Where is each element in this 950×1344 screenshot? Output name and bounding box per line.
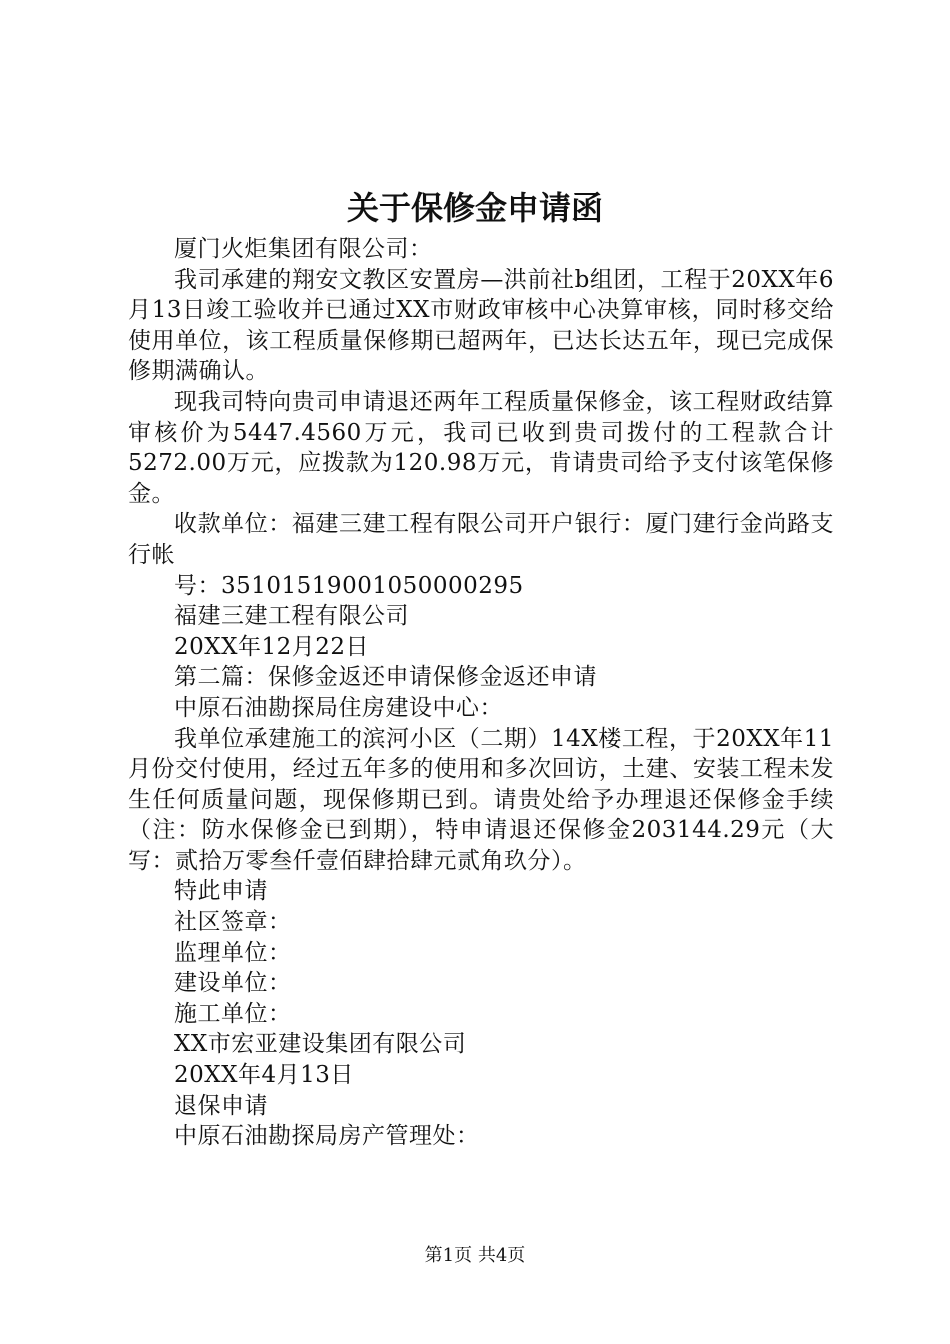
section-heading-third: 退保申请 [174, 1092, 268, 1119]
signature-date: 20XX年12月22日 [174, 633, 370, 660]
salutation-third: 中原石油勘探局房产管理处： [174, 1123, 480, 1150]
label-supervision-unit: 监理单位： [174, 939, 292, 966]
salutation: 厦门火炬集团有限公司： [174, 236, 433, 262]
label-community-seal: 社区签章： [174, 909, 292, 936]
paragraph-bank-info: 收款单位：福建三建工程有限公司开户银行：厦门建行金尚路支行帐 [128, 511, 834, 568]
label-contractor: 施工单位： [174, 1000, 292, 1027]
label-construction-owner: 建设单位： [174, 970, 292, 997]
section-heading-second: 第二篇：保修金返还申请保修金返还申请 [174, 664, 597, 691]
signature-company-second: XX市宏亚建设集团有限公司 [174, 1031, 467, 1058]
signature-company: 福建三建工程有限公司 [174, 603, 409, 630]
paragraph-refund-request: 现我司特向贵司申请退还两年工程质量保修金，该工程财政结算审核价为5447.4560万元，我司已收到贵司拨付的工程款合计5272.00万元，应拨款为120.98万元，肯请贵司给予支付该笔保修金。 [128, 388, 834, 507]
page-footer: 第1页 共4页 [424, 1245, 526, 1266]
paragraph-second-request: 我单位承建施工的滨河小区（二期）14X楼工程，于20XX年11月份交付使用，经过五年多的使用和多次回访，土建、安装工程未发生任何质量问题，现保修期已到。请贵处给予办理退还保修金手续（注：防水保修金已到期），特申请退还保修金203144.29元（大写：贰拾万零叁仟壹佰肆拾肆元贰角玖分）。 [128, 725, 834, 874]
document-body [128, 234, 834, 1152]
signature-date-second: 20XX年4月13日 [174, 1062, 354, 1089]
closing-phrase: 特此申请 [174, 878, 268, 905]
paragraph-project-completion: 我司承建的翔安文教区安置房—洪前社b组团，工程于20XX年6月13日竣工验收并已通过XX市财政审核中心决算审核，同时移交给使用单位，该工程质量保修期已超两年，已达长达五年，现已完成保修期满确认。 [128, 266, 834, 385]
document-title: 关于保修金申请函 [346, 189, 603, 227]
salutation-second: 中原石油勘探局住房建设中心： [174, 694, 503, 721]
account-number: 号：35101519001050000295 [174, 572, 524, 599]
